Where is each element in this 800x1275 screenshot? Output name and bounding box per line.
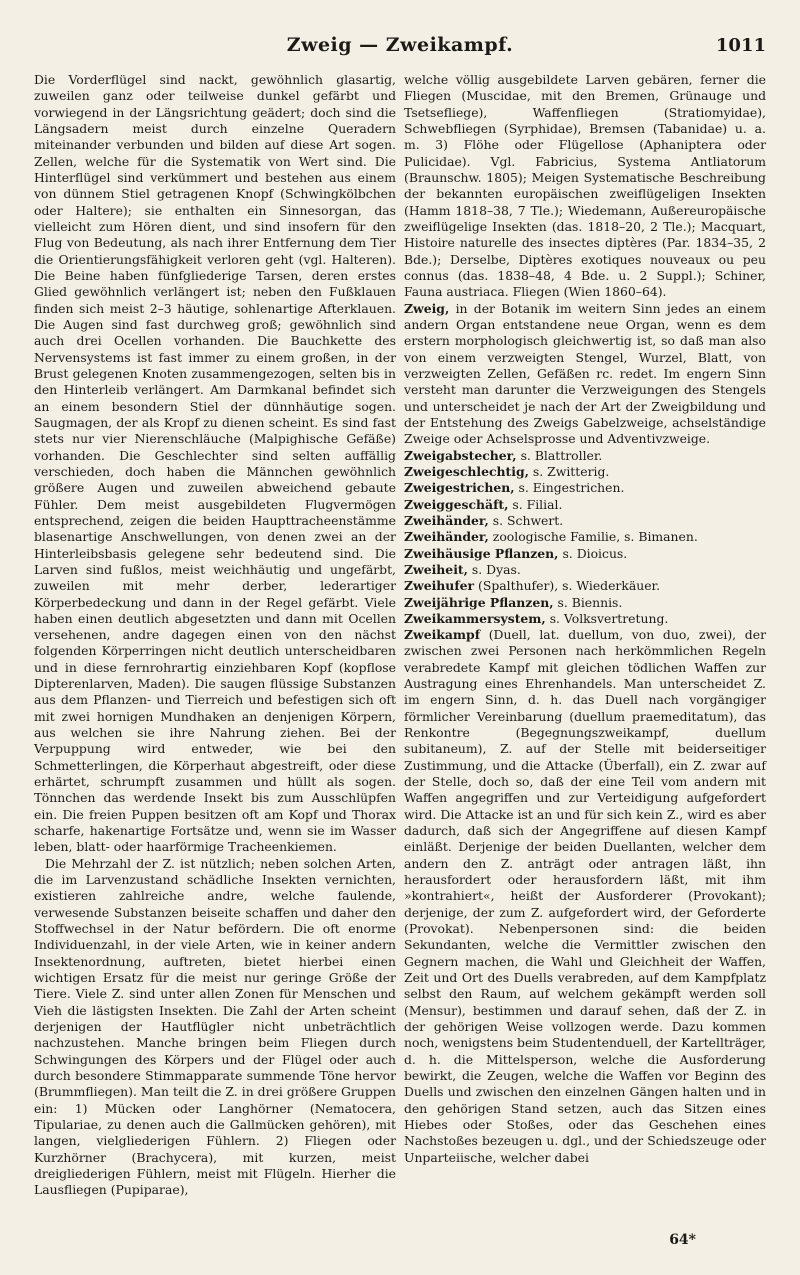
dictionary-entry [404, 529, 766, 545]
entry-zweikampf [404, 627, 766, 1166]
headword: Zweikampf [404, 627, 481, 643]
headword: Zweigabstecher, [404, 447, 517, 463]
dictionary-entry [404, 513, 766, 529]
headword: Zweig, [404, 300, 450, 316]
headword: Zweihänder, [404, 529, 489, 545]
dictionary-entry [404, 562, 766, 578]
entry-text: (Spalthufer), s. Wiederkäuer. [478, 578, 661, 594]
entry-text: s. Biennis. [557, 594, 623, 610]
entry-text: s. Blattroller. [520, 447, 603, 463]
diptera-paragraph-2: Die Mehrzahl der Z. ist nützlich; neben solchen Arten, die im Larvenzustand schädliche Insekten vernichten, existieren zahlreiche andre, welche faulende, verwesende Substanzen beiseite schaffen und daher den Stoffwechsel in der Natur befördern. Die oft enorme Individuenzahl, in der viele Arten, wie in keiner andern Insektenordnung, auftreten, bietet hierbei einen wichtigen Ersatz für die meist nur geringe Größe der Tiere. Viele Z. sind unter allen Zonen für Menschen und Vieh die lästigsten Insekten. Die Zahl der Arten scheint derjenigen der Hautflügler nicht unbeträchtlich nachzustehen. Manche bringen beim Fliegen durch Schwingungen des Körpers und der Flügel oder auch durch besondere Stimmapparate summende Töne hervor (Brummfliegen). Man teilt die Z. in drei größere Gruppen ein: 1) Mücken oder Langhörner (Nematocera, Tipulariae, zu denen auch die Gallmücken gehören), mit langen, vielgliederigen Fühlern. 2) Fliegen oder Kurzhörner (Brachycera), mit kurzen, meist dreigliederigen Fühlern, meist mit Flügeln. Hierher die Lausfliegen (Pupiparae), [34, 855, 396, 1198]
diptera-paragraph-3: welche völlig ausgebildete Larven gebären, ferner die Fliegen (Muscidae, mit den Bremen, Grünauge und Tsetsefliege), Waffenfliegen (Stratiomyidae), Schwebfliegen (Syrphidae), Bremsen (Tabanidae) u. a. m. 3) Flöhe oder Flügellose (Aphaniptera oder Pulicidae). Vgl. Fabricius, Systema Antliatorum (Braunschw. 1805); Meigen Systematische Beschreibung der bekannten europäischen zweiflügeligen Insekten (Hamm 1818–38, 7 Tle.); Wiedemann, Außereuropäische zweiflügelige Insekten (das. 1818–20, 2 Tle.); Macquart, Histoire naturelle des insectes diptères (Par. 1834–35, 2 Bde.); Derselbe, Diptères exotiques nouveaux ou peu connus (das. 1838–48, 4 Bde. u. 2 Suppl.); Schiner, Fauna austriaca. Fliegen (Wien 1860–64). [404, 72, 766, 300]
headword: Zweikammersystem, [404, 610, 546, 626]
headword: Zweigestrichen, [404, 480, 515, 496]
signature-mark: 64* [669, 1232, 696, 1248]
headword: Zweihäusige Pflanzen, [404, 545, 559, 561]
left-column [34, 72, 396, 1199]
dictionary-entry [404, 497, 766, 513]
entry-text: s. Schwert. [492, 512, 564, 528]
dictionary-entry [404, 578, 766, 594]
headword: Zweijährige Pflanzen, [404, 594, 554, 610]
headword: Zweihufer [404, 578, 475, 594]
short-entries-list [404, 448, 766, 628]
dictionary-entry [404, 464, 766, 480]
entry-text: s. Eingestrichen. [518, 480, 625, 496]
entry-text: s. Filial. [512, 496, 563, 512]
dictionary-entry [404, 611, 766, 627]
dictionary-entry [404, 448, 766, 464]
dictionary-entry [404, 480, 766, 496]
dictionary-entry [404, 546, 766, 562]
headword: Zweihänder, [404, 512, 489, 528]
dictionary-entry [404, 595, 766, 611]
headword: Zweiggeschäft, [404, 496, 509, 512]
headword: Zweiheit, [404, 561, 468, 577]
entry-text: s. Dioicus. [562, 545, 628, 561]
page-number: 1011 [715, 35, 766, 56]
entry-text: zoologische Familie, s. Bimanen. [492, 529, 698, 545]
entry-text: in der Botanik im weitern Sinn jedes an einem andern Organ entstandene neue Organ, wenn es dem erstern morphologisch gleichwertig ist, so daß man also von einem verzweigten Stengel, Wurzel, Blatt, von verzweigten Zellen, Gefäßen rc. redet. Im engern Sinn versteht man darunter die Verzweigungen des Stengels und unterscheidet je nach der Art der Zweigbildung und der Entstehung des Zweigs Gabelzweige, achselständige Zweige oder Achselsprosse und Adventivzweige. [404, 300, 766, 447]
page-header [0, 34, 800, 60]
entry-text: s. Zwitterig. [532, 463, 610, 479]
entry-text: s. Volksvertretung. [549, 610, 669, 626]
entry-text: s. Dyas. [471, 561, 521, 577]
right-column [404, 72, 766, 1166]
entry-text: (Duell, lat. duellum, von duo, zwei), der zwischen zwei Personen nach herkömmlichen Regeln verabredete Kampf mit gleichen tödlichen Waffen zur Austragung eines Ehrenhandels. Man unterscheidet Z. im engern Sinn, d. h. das Duell nach vorgängiger förmlicher Vereinbarung (duellum praemeditatum), das Renkontre (Begegnungszweikampf, duellum subitaneum), Z. auf der Stelle mit beiderseitiger Zustimmung, und die Attacke (Überfall), ein Z. zwar auf der Stelle, doch so, daß der eine Teil vom andern mit Waffen angegriffen und zur Verteidigung aufgefordert wird. Die Attacke ist an und für sich kein Z., wird es aber dadurch, daß sich der Angegriffene auf diesen Kampf einläßt. Derjenige der beiden Duellanten, welcher dem andern den Z. anträgt oder antragen läßt, ihn herausfordert oder herausfordern läßt, mit ihm »kontrahiert«, heißt der Ausforderer (Provokant); derjenige, der zum Z. aufgefordert wird, der Geforderte (Provokat). Nebenpersonen sind: die beiden Sekundanten, welche die Vermittler zwischen den Gegnern machen, die Wahl und Gleichheit der Waffen, Zeit und Ort des Duells verabreden, auf dem Kampfplatz selbst den Raum, auf welchem gekämpft werden soll (Mensur), bestimmen und darauf sehen, daß der Z. in der gehörigen Weise vollzogen werde. Dazu kommen noch, wenigstens beim Studentenduell, der Kartellträger, d. h. die Mittelsperson, welche die Ausforderung bewirkt, die Zeugen, welche die Waffen vor Beginn des Duells und zwischen den einzelnen Gängen halten und in den gehörigen Stand setzen, auch das Sitzen eines Hiebes oder Stoßes, oder das Geschehen eines Nachstoßes bezeugen u. dgl., und der Schiedszeuge oder Unparteiische, welcher dabei [404, 627, 766, 1165]
diptera-paragraph-1: Die Vorderflügel sind nackt, gewöhnlich glasartig, zuweilen ganz oder teilweise dunkel gefärbt und vorwiegend in der Längsrichtung geädert; doch sind die Längsadern meist durch einzelne Queradern miteinander verbunden und bilden auf diese Art sogen. Zellen, welche für die Systematik von Wert sind. Die Hinterflügel sind verkümmert und bestehen aus einem von dünnem Stiel getragenen Knopf (Schwingkölbchen oder Haltere); sie enthalten ein Sinnesorgan, das vielleicht zum Hören dient, und sind insofern für den Flug von Bedeutung, als nach ihrer Entfernung dem Tier die Orientierungsfähigkeit verloren geht (vgl. Halteren). Die Beine haben fünfgliederige Tarsen, deren erstes Glied gewöhnlich verlängert ist; neben den Fußklauen finden sich meist 2–3 häutige, sohlenartige Afterklauen. Die Augen sind fast durchweg groß; gewöhnlich sind auch drei Ocellen vorhanden. Die Bauchkette des Nervensystems ist fast immer zu einem großen, in der Brust gelegenen Knoten zusammengezogen, selten bis in den Hinterleib verlängert. Am Darmkanal befindet sich an einem besondern Stiel der dünnhäutige sogen. Saugmagen, der als Kropf zu dienen scheint. Es sind fast stets nur vier Nierenschläuche (Malpighische Gefäße) vorhanden. Die Geschlechter sind selten auffällig verschieden, doch haben die Männchen gewöhnlich größere Augen und zuweilen abweichend gebaute Fühler. Dem meist ausgebildeten Flugvermögen entsprechend, zeigen die beiden Haupttracheenstämme blasenartige Anschwellungen, von denen zwei an der Hinterleibsbasis gelegene sehr bedeutend sind. Die Larven sind fußlos, meist weichhäutig und ungefärbt, zuweilen mit mehr derber, lederartiger Körperbedeckung und dann in der Regel gefärbt. Viele haben einen deutlich abgesetzten und dann mit Ocellen versehenen, andre dagegen einen von den nächst folgenden Körperringen nicht deutlich unterscheidbaren und in diese fernrohrartig einziehbaren Kopf (kopflose Dipterenlarven, Maden). Die saugen flüssige Substanzen aus dem Pflanzen- und Tierreich und befestigen sich oft mit zwei hornigen Mundhaken an denjenigen Körpern, aus welchen sie ihre Nahrung ziehen. Bei der Verpuppung wird entweder, wie bei den Schmetterlingen, die Körperhaut abgestreift, oder diese erhärtet, schrumpft zusammen und hüllt als sogen. Tönnchen das werdende Insekt bis zum Ausschlüpfen ein. Die freien Puppen besitzen oft am Kopf und Thorax scharfe, hakenartige Fortsätze und, wenn sie im Wasser leben, blatt- oder haarförmige Tracheenkiemen. [34, 72, 396, 855]
running-title: Zweig — Zweikampf. [286, 34, 514, 56]
entry-zweig [404, 301, 766, 448]
headword: Zweigeschlechtig, [404, 463, 529, 479]
